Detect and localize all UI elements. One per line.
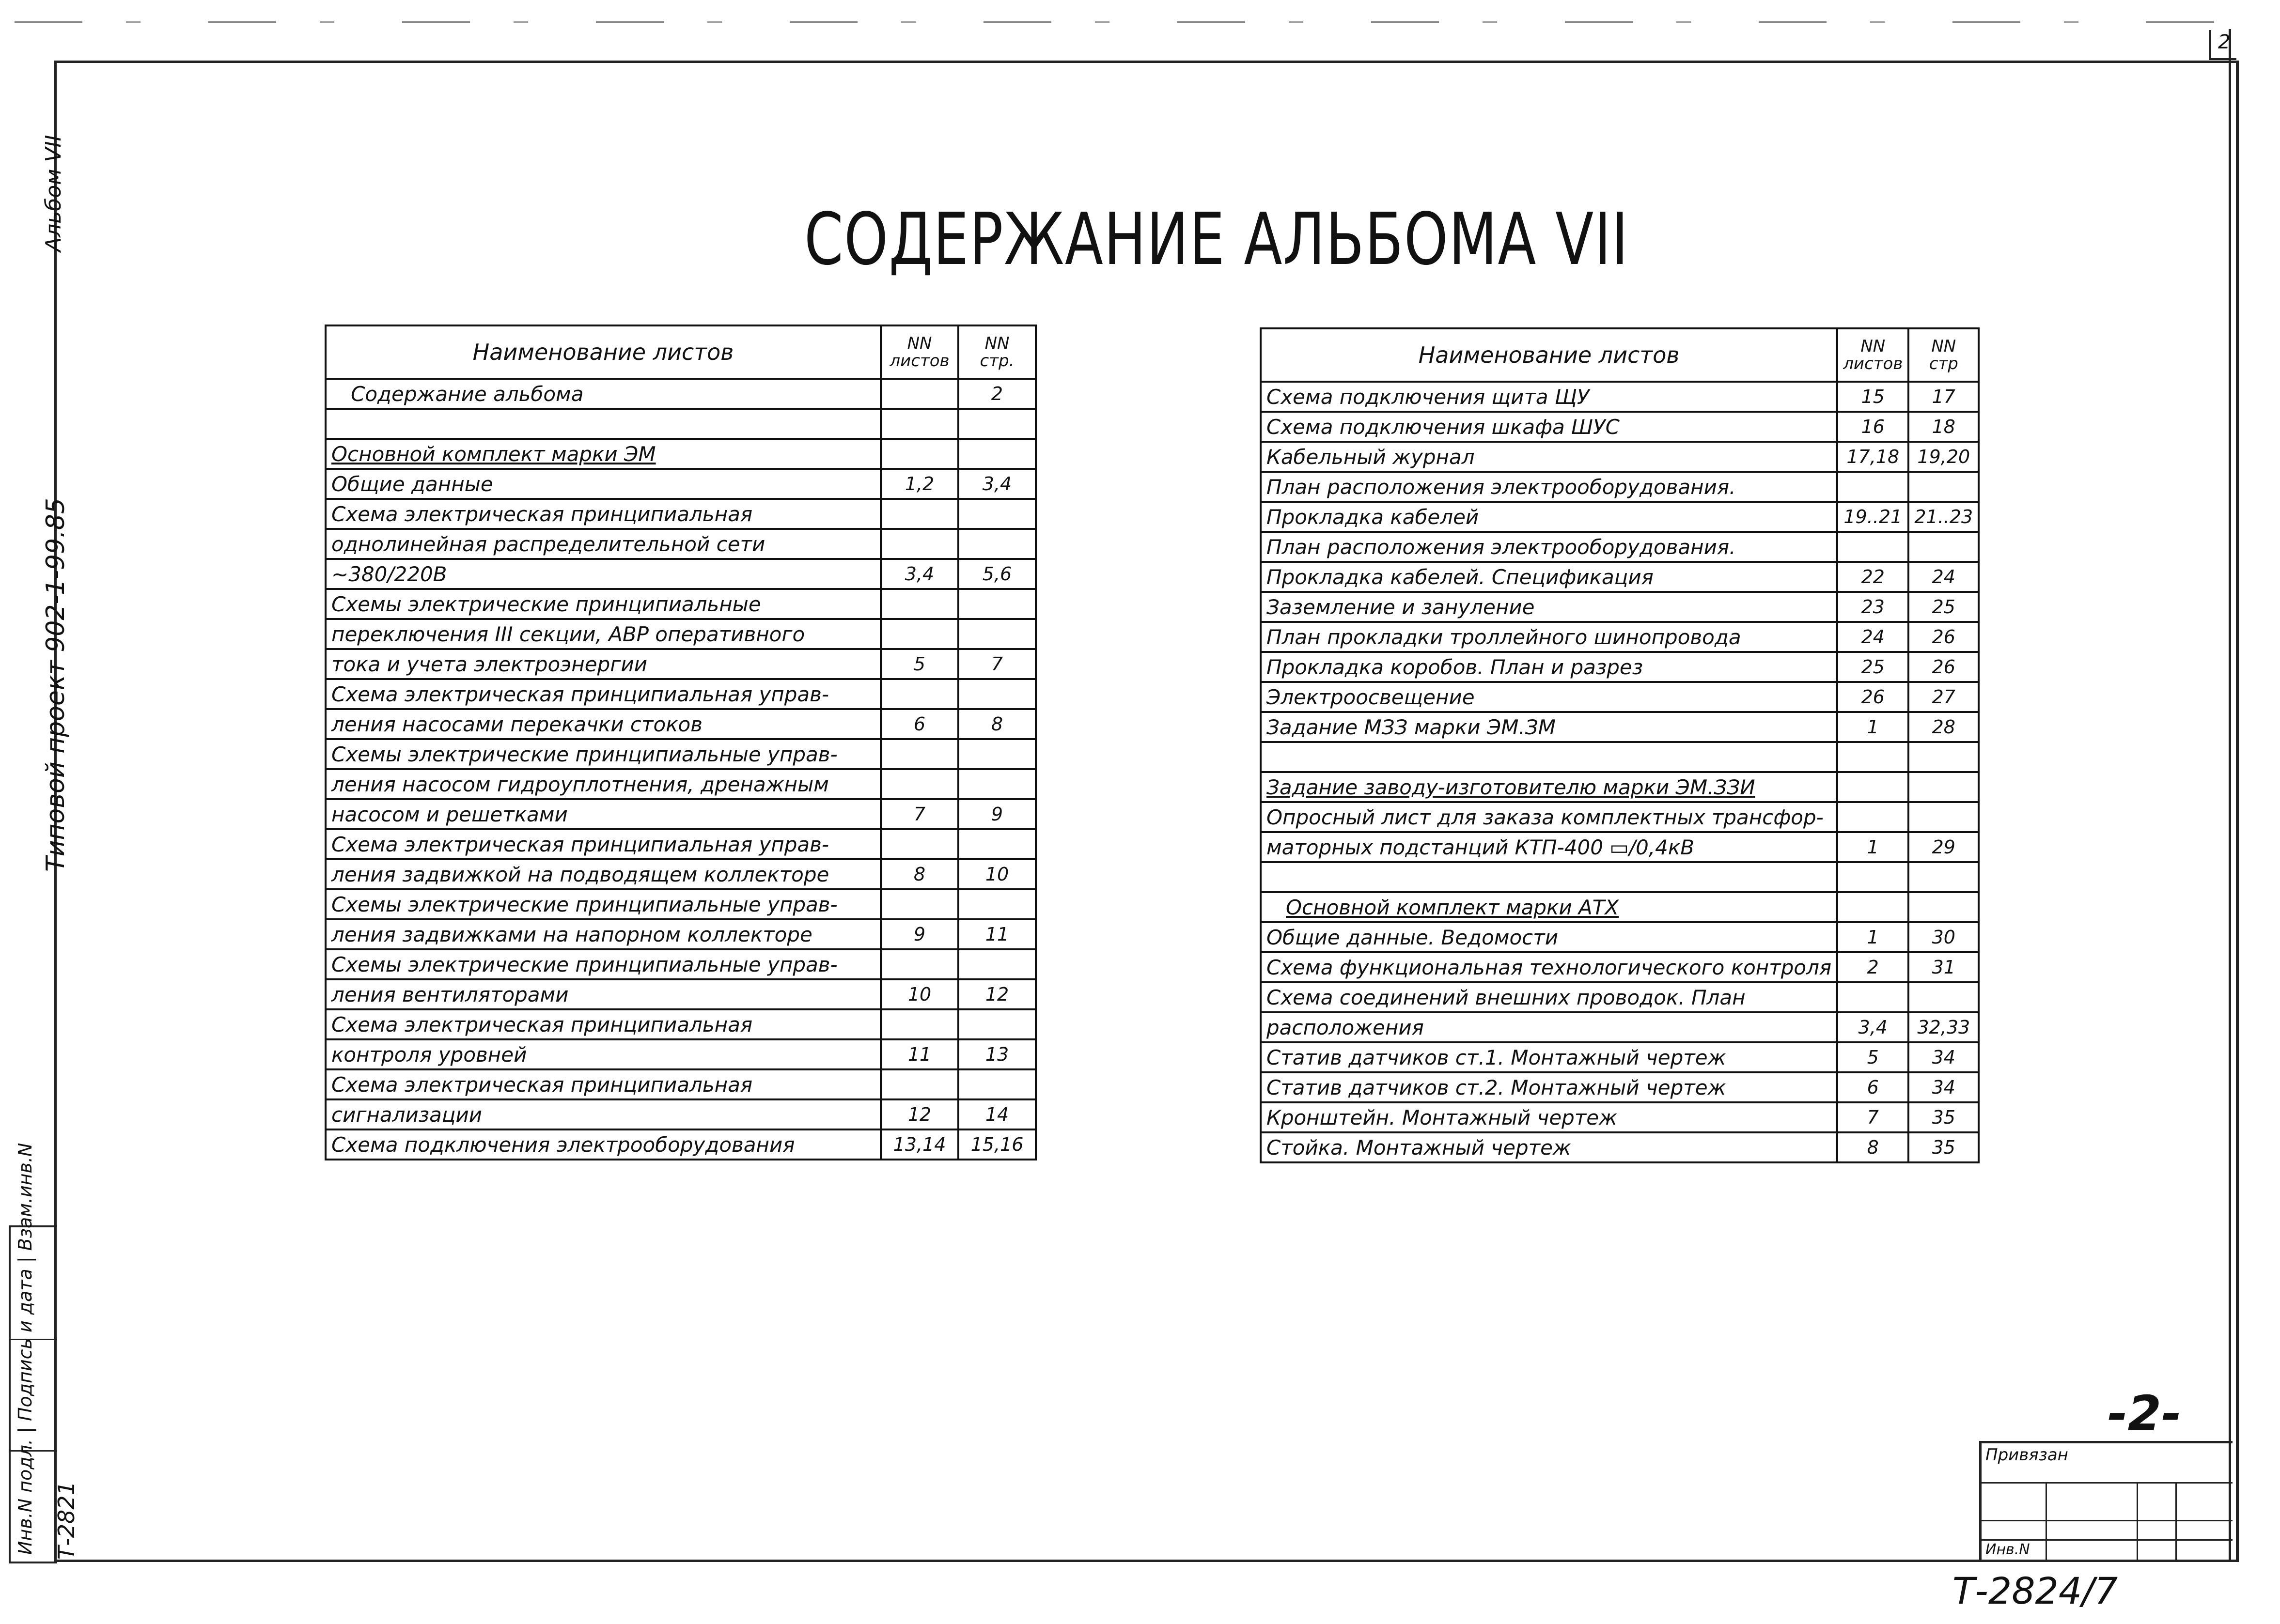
table-header — [1261, 328, 1979, 382]
page-title: СОДЕРЖАНИЕ АЛЬБОМА VII — [804, 198, 1629, 281]
table-row — [1261, 712, 1979, 742]
table-row — [326, 889, 1036, 919]
cell-name: План расположения электрооборудования. — [1261, 532, 1837, 562]
cell-pages — [1908, 802, 1979, 832]
table-row — [326, 439, 1036, 469]
table-row — [1261, 532, 1979, 562]
sheet-number: 2 — [2218, 31, 2231, 53]
cell-name: ления задвижкой на подводящем коллекторе — [326, 859, 881, 889]
header-name: Наименование листов — [326, 325, 881, 379]
album-side-label: Альбом VII — [41, 135, 66, 252]
table-row — [326, 379, 1036, 409]
cell-pages: 11 — [958, 919, 1036, 949]
table-row — [1261, 1042, 1979, 1072]
cell-pages: 18 — [1908, 412, 1979, 442]
cell-sheets — [881, 769, 958, 799]
cell-sheets: 12 — [881, 1099, 958, 1129]
cell-sheets — [881, 679, 958, 709]
top-edge-marks — [15, 21, 2224, 23]
table-row — [1261, 892, 1979, 922]
table-row — [326, 1099, 1036, 1129]
cell-pages — [958, 439, 1036, 469]
cell-pages: 13 — [958, 1039, 1036, 1069]
cell-sheets: 23 — [1837, 592, 1908, 622]
cell-pages — [958, 1009, 1036, 1039]
cell-pages: 7 — [958, 649, 1036, 679]
cell-pages: 19,20 — [1908, 442, 1979, 472]
project-side-label: Типовой проект 902-1-99.85 — [41, 498, 70, 872]
cell-pages — [1908, 982, 1979, 1012]
cell-pages — [958, 739, 1036, 769]
header-sheets: NN листов — [1837, 328, 1908, 382]
cell-name: тока и учета электроэнергии — [326, 649, 881, 679]
cell-name: Основной комплект марки АТХ — [1261, 892, 1837, 922]
cell-pages: 12 — [958, 979, 1036, 1009]
table-row — [1261, 922, 1979, 952]
table-row — [326, 919, 1036, 949]
cell-pages — [1908, 532, 1979, 562]
cell-name: План расположения электрооборудования. — [1261, 472, 1837, 502]
table-row — [326, 649, 1036, 679]
cell-sheets: 7 — [1837, 1102, 1908, 1132]
cell-sheets — [1837, 772, 1908, 802]
table-row — [326, 589, 1036, 619]
cell-name: Прокладка кабелей — [1261, 502, 1837, 532]
cell-sheets: 1 — [1837, 832, 1908, 862]
cell-sheets: 9 — [881, 919, 958, 949]
cell-sheets: 10 — [881, 979, 958, 1009]
cell-name: Схема соединений внешних проводок. План — [1261, 982, 1837, 1012]
cell-sheets: 17,18 — [1837, 442, 1908, 472]
cell-name: маторных подстанций КТП-400 ▭/0,4кВ — [1261, 832, 1837, 862]
cell-name — [1261, 862, 1837, 892]
cell-pages — [958, 769, 1036, 799]
cell-pages — [958, 409, 1036, 439]
table-row — [1261, 982, 1979, 1012]
table-row — [326, 799, 1036, 829]
cell-sheets: 1 — [1837, 712, 1908, 742]
cell-pages: 28 — [1908, 712, 1979, 742]
table-row — [1261, 502, 1979, 532]
cell-sheets — [881, 949, 958, 979]
table-row — [326, 1039, 1036, 1069]
cell-pages: 31 — [1908, 952, 1979, 982]
cell-sheets — [1837, 862, 1908, 892]
cell-pages — [958, 1069, 1036, 1099]
cell-sheets: 5 — [881, 649, 958, 679]
header-name: Наименование листов — [1261, 328, 1837, 382]
table-row — [1261, 682, 1979, 712]
table-row — [1261, 1102, 1979, 1132]
cell-name: Схемы электрические принципиальные управ- — [326, 739, 881, 769]
cell-name: Стойка. Монтажный чертеж — [1261, 1132, 1837, 1162]
cell-sheets: 3,4 — [1837, 1012, 1908, 1042]
cell-sheets — [881, 1069, 958, 1099]
table-row — [326, 1069, 1036, 1099]
cell-name: Схема подключения шкафа ШУС — [1261, 412, 1837, 442]
table-row — [1261, 952, 1979, 982]
stamp-columns: Инв.N подл. | Подпись и дата | Взам.инв.N — [15, 1143, 36, 1555]
table-row — [1261, 772, 1979, 802]
cell-name: насосом и решетками — [326, 799, 881, 829]
cell-name: Электроосвещение — [1261, 682, 1837, 712]
cell-name: ~380/220В — [326, 559, 881, 589]
cell-pages — [958, 949, 1036, 979]
cell-name: расположения — [1261, 1012, 1837, 1042]
cell-sheets: 25 — [1837, 652, 1908, 682]
table-row — [326, 859, 1036, 889]
cell-pages — [958, 499, 1036, 529]
cell-sheets: 1 — [1837, 922, 1908, 952]
cell-name: Схема электрическая принципиальная — [326, 499, 881, 529]
cell-pages: 27 — [1908, 682, 1979, 712]
table-row — [1261, 592, 1979, 622]
table-row — [326, 559, 1036, 589]
cell-pages — [1908, 742, 1979, 772]
cell-name: переключения III секции, АВР оперативного — [326, 619, 881, 649]
cell-name: ления задвижками на напорном коллекторе — [326, 919, 881, 949]
cell-pages: 2 — [958, 379, 1036, 409]
cell-name: Схемы электрические принципиальные — [326, 589, 881, 619]
cell-name: Содержание альбома — [326, 379, 881, 409]
binding-label: Привязан — [1985, 1445, 2068, 1465]
cell-pages — [958, 529, 1036, 559]
cell-pages: 34 — [1908, 1072, 1979, 1102]
cell-sheets: 19..21 — [1837, 502, 1908, 532]
cell-sheets — [1837, 982, 1908, 1012]
cell-pages — [1908, 862, 1979, 892]
cell-sheets — [1837, 802, 1908, 832]
table-row — [326, 409, 1036, 439]
cell-sheets: 6 — [1837, 1072, 1908, 1102]
cell-pages: 25 — [1908, 592, 1979, 622]
cell-name: Задание МЗЗ марки ЭМ.ЗМ — [1261, 712, 1837, 742]
cell-name: Общие данные — [326, 469, 881, 499]
cell-name: однолинейная распределительной сети — [326, 529, 881, 559]
cell-name: Статив датчиков ст.2. Монтажный чертеж — [1261, 1072, 1837, 1102]
cell-sheets: 26 — [1837, 682, 1908, 712]
cell-sheets — [881, 1009, 958, 1039]
cell-pages: 17 — [1908, 382, 1979, 412]
cell-name: Прокладка кабелей. Спецификация — [1261, 562, 1837, 592]
header-sheets: NN листов — [881, 325, 958, 379]
cell-sheets — [1837, 892, 1908, 922]
cell-pages: 10 — [958, 859, 1036, 889]
table-row — [326, 1129, 1036, 1160]
cell-name: Кабельный журнал — [1261, 442, 1837, 472]
frame-right-line — [2229, 29, 2231, 1560]
table-row — [326, 679, 1036, 709]
cell-pages: 26 — [1908, 652, 1979, 682]
table-row — [1261, 622, 1979, 652]
header-pages: NN стр — [1908, 328, 1979, 382]
cell-name: Основной комплект марки ЭМ — [326, 439, 881, 469]
cell-name — [326, 409, 881, 439]
cell-sheets: 11 — [881, 1039, 958, 1069]
cell-pages: 21..23 — [1908, 502, 1979, 532]
cell-name: Схема электрическая принципиальная управ- — [326, 829, 881, 859]
cell-pages: 9 — [958, 799, 1036, 829]
cell-sheets — [881, 379, 958, 409]
cell-pages: 3,4 — [958, 469, 1036, 499]
cell-sheets: 2 — [1837, 952, 1908, 982]
cell-sheets: 22 — [1837, 562, 1908, 592]
cell-name: Опросный лист для заказа комплектных трансфор- — [1261, 802, 1837, 832]
cell-sheets: 13,14 — [881, 1129, 958, 1160]
table-row — [1261, 472, 1979, 502]
cell-pages: 5,6 — [958, 559, 1036, 589]
table-row — [1261, 742, 1979, 772]
cell-pages — [1908, 772, 1979, 802]
cell-sheets — [881, 499, 958, 529]
cell-sheets — [1837, 532, 1908, 562]
cell-pages: 29 — [1908, 832, 1979, 862]
table-row — [326, 469, 1036, 499]
cell-pages: 34 — [1908, 1042, 1979, 1072]
cell-name: сигнализации — [326, 1099, 881, 1129]
table-row — [1261, 1132, 1979, 1162]
table-row — [326, 709, 1036, 739]
contents-table-right — [1260, 327, 1980, 1163]
cell-name: План прокладки троллейного шинопровода — [1261, 622, 1837, 652]
cell-sheets — [881, 439, 958, 469]
cell-sheets: 8 — [881, 859, 958, 889]
cell-name: Схема функциональная технологического контроля — [1261, 952, 1837, 982]
cell-name: Прокладка коробов. План и разрез — [1261, 652, 1837, 682]
cell-pages: 8 — [958, 709, 1036, 739]
table-row — [1261, 802, 1979, 832]
page-mark: -2- — [2108, 1385, 2182, 1442]
cell-name: Схема электрическая принципиальная — [326, 1069, 881, 1099]
cell-name: ления насосом гидроуплотнения, дренажным — [326, 769, 881, 799]
table-row — [1261, 412, 1979, 442]
cell-pages — [1908, 472, 1979, 502]
cell-pages — [958, 889, 1036, 919]
table-row — [326, 619, 1036, 649]
cell-name: Схема электрическая принципиальная — [326, 1009, 881, 1039]
cell-name: контроля уровней — [326, 1039, 881, 1069]
cell-pages: 15,16 — [958, 1129, 1036, 1160]
cell-name: Кронштейн. Монтажный чертеж — [1261, 1102, 1837, 1132]
cell-name: Схемы электрические принципиальные управ- — [326, 949, 881, 979]
table-row — [326, 1009, 1036, 1039]
table-row — [326, 739, 1036, 769]
cell-name: Задание заводу-изготовителю марки ЭМ.ЗЗИ — [1261, 772, 1837, 802]
cell-sheets — [881, 889, 958, 919]
header-pages: NN стр. — [958, 325, 1036, 379]
cell-pages — [958, 589, 1036, 619]
cell-name: Общие данные. Ведомости — [1261, 922, 1837, 952]
table-row — [1261, 442, 1979, 472]
cell-sheets: 15 — [1837, 382, 1908, 412]
cell-sheets: 1,2 — [881, 469, 958, 499]
cell-sheets — [1837, 472, 1908, 502]
cell-pages: 24 — [1908, 562, 1979, 592]
cell-name: Схема подключения щита ЩУ — [1261, 382, 1837, 412]
cell-name: Схема электрическая принципиальная управ- — [326, 679, 881, 709]
cell-name: Схемы электрические принципиальные управ- — [326, 889, 881, 919]
cell-sheets — [881, 619, 958, 649]
binding-stamp-box — [1979, 1441, 2233, 1560]
cell-sheets — [881, 739, 958, 769]
cell-sheets — [881, 589, 958, 619]
cell-sheets: 24 — [1837, 622, 1908, 652]
cell-sheets: 3,4 — [881, 559, 958, 589]
table-header — [326, 325, 1036, 379]
table-row — [326, 529, 1036, 559]
cell-sheets — [1837, 742, 1908, 772]
cell-sheets — [881, 409, 958, 439]
cell-pages: 14 — [958, 1099, 1036, 1129]
table-row — [326, 769, 1036, 799]
cell-pages: 32,33 — [1908, 1012, 1979, 1042]
cell-pages: 26 — [1908, 622, 1979, 652]
cell-sheets: 7 — [881, 799, 958, 829]
table-row — [326, 949, 1036, 979]
table-row — [1261, 862, 1979, 892]
cell-sheets: 5 — [1837, 1042, 1908, 1072]
table-row — [1261, 1012, 1979, 1042]
table-row — [326, 979, 1036, 1009]
table-row — [1261, 382, 1979, 412]
table-row — [1261, 562, 1979, 592]
cell-name: Заземление и зануление — [1261, 592, 1837, 622]
cell-name: ления насосами перекачки стоков — [326, 709, 881, 739]
inventory-label: Инв.N — [1985, 1541, 2030, 1558]
table-row — [1261, 652, 1979, 682]
cell-sheets: 8 — [1837, 1132, 1908, 1162]
table-row — [326, 829, 1036, 859]
cell-pages — [958, 829, 1036, 859]
cell-sheets: 6 — [881, 709, 958, 739]
cell-pages: 30 — [1908, 922, 1979, 952]
cell-name: ления вентиляторами — [326, 979, 881, 1009]
cell-pages: 35 — [1908, 1132, 1979, 1162]
cell-pages: 35 — [1908, 1102, 1979, 1132]
cell-sheets — [881, 529, 958, 559]
table-row — [1261, 832, 1979, 862]
cell-pages — [958, 619, 1036, 649]
cell-name — [1261, 742, 1837, 772]
stamp-number: Т-2821 — [53, 1481, 79, 1560]
table-row — [326, 499, 1036, 529]
cell-name: Статив датчиков ст.1. Монтажный чертеж — [1261, 1042, 1837, 1072]
cell-sheets — [881, 829, 958, 859]
contents-table-left — [325, 325, 1037, 1160]
cell-pages — [1908, 892, 1979, 922]
cell-name: Схема подключения электрооборудования — [326, 1129, 881, 1160]
cell-pages — [958, 679, 1036, 709]
cell-sheets: 16 — [1837, 412, 1908, 442]
table-row — [1261, 1072, 1979, 1102]
document-number: Т-2824/7 — [1952, 1569, 2118, 1612]
